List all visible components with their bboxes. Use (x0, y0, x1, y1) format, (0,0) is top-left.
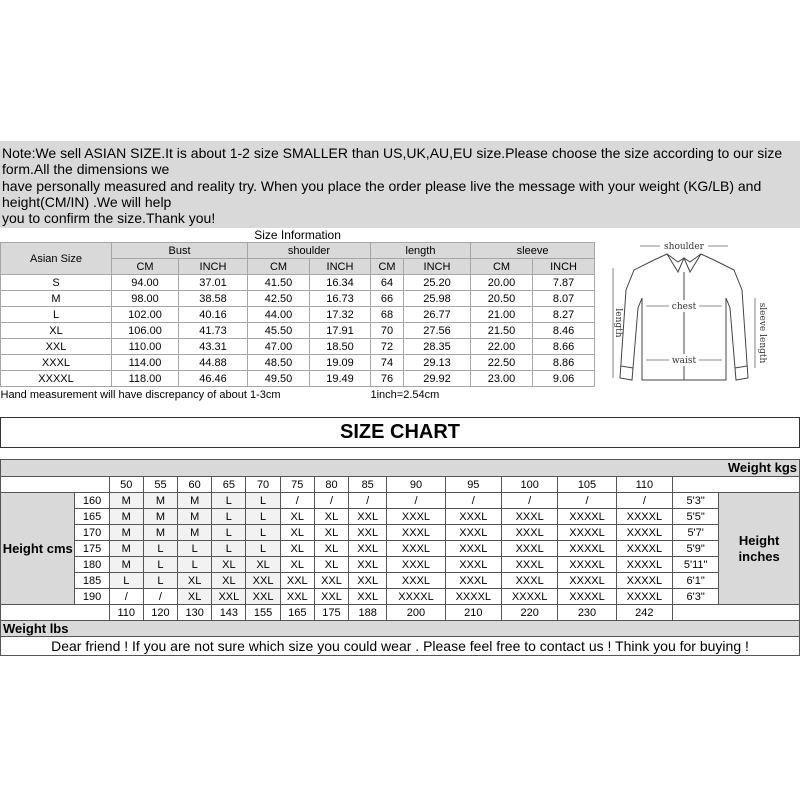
weight-kg-value: 60 (178, 477, 212, 493)
recommended-size: XXL (349, 589, 387, 605)
recommended-size: XL (178, 589, 212, 605)
recommended-size: L (246, 493, 280, 509)
recommended-size: M (143, 493, 177, 509)
size-information-rows (1, 275, 595, 387)
measurement-value: 23.00 (471, 371, 533, 387)
recommended-size: XXXXL (445, 589, 501, 605)
blank-cell (673, 477, 800, 493)
chest-label: chest (671, 302, 697, 312)
recommended-size: / (501, 493, 557, 509)
measurement-value: 41.50 (248, 275, 310, 291)
size-label: XXXXL (1, 371, 112, 387)
height-cm-value: 180 (75, 557, 109, 573)
recommended-size: XXXXL (501, 589, 557, 605)
recommended-size: XXL (280, 589, 314, 605)
measurement-value: 106.00 (112, 323, 179, 339)
recommended-size: / (616, 493, 672, 509)
measurement-value: 43.31 (179, 339, 248, 355)
measurement-value: 20.00 (471, 275, 533, 291)
recommended-size: XXXL (501, 541, 557, 557)
measurement-value: 8.46 (533, 323, 595, 339)
height-inch-value: 6'3" (673, 589, 719, 605)
weight-kgs-label: Weight kgs (1, 460, 800, 477)
recommended-size: XXXXL (616, 509, 672, 525)
size-information-title: Size Information (1, 228, 595, 243)
weight-lbs-value: 200 (387, 605, 445, 621)
measurement-value: 7.87 (533, 275, 595, 291)
recommended-size: XXL (314, 589, 348, 605)
recommended-size: XXXXL (387, 589, 445, 605)
height-inches-label: Height inches (719, 493, 800, 605)
size-label: XXXL (1, 355, 112, 371)
recommended-size: XXL (349, 541, 387, 557)
recommended-size: / (558, 493, 616, 509)
recommended-size: XL (280, 525, 314, 541)
measurement-value: 9.06 (533, 371, 595, 387)
recommended-size: XXXL (445, 525, 501, 541)
recommended-size: L (143, 573, 177, 589)
weight-lbs-value: 130 (178, 605, 212, 621)
blank-cell (1, 477, 110, 493)
size-label: XL (1, 323, 112, 339)
weight-lbs-value: 165 (280, 605, 314, 621)
recommended-size: XXL (349, 573, 387, 589)
recommended-size: XXXXL (558, 557, 616, 573)
recommended-size: XXXL (445, 509, 501, 525)
recommended-size: M (109, 493, 143, 509)
recommended-size: L (143, 557, 177, 573)
weight-lbs-value: 242 (616, 605, 672, 621)
weight-kg-value: 55 (143, 477, 177, 493)
size-row (1, 323, 595, 339)
recommended-size: XXXXL (558, 589, 616, 605)
measurement-value: 8.07 (533, 291, 595, 307)
weight-kg-value: 90 (387, 477, 445, 493)
unit-header: CM (371, 259, 404, 275)
recommended-size: / (387, 493, 445, 509)
measurement-value: 110.00 (112, 339, 179, 355)
measurement-value: 18.50 (310, 339, 371, 355)
height-inch-value: 5'5" (673, 509, 719, 525)
measurement-value: 37.01 (179, 275, 248, 291)
measurement-value: 45.50 (248, 323, 310, 339)
length-label: length (613, 308, 623, 338)
recommended-size: L (109, 573, 143, 589)
measurement-value: 66 (371, 291, 404, 307)
recommended-size: XXXXL (558, 541, 616, 557)
recommended-size: / (349, 493, 387, 509)
shoulder-header: shoulder (248, 243, 371, 259)
measurement-value: 26.77 (404, 307, 471, 323)
measurement-value: 49.50 (248, 371, 310, 387)
measurement-value: 102.00 (112, 307, 179, 323)
height-row (1, 557, 800, 573)
bust-header: Bust (112, 243, 248, 259)
weight-kg-value: 75 (280, 477, 314, 493)
weight-kg-value: 100 (501, 477, 557, 493)
unit-header: CM (471, 259, 533, 275)
unit-header: INCH (179, 259, 248, 275)
recommended-size: XL (212, 557, 246, 573)
recommended-size: XXXL (445, 557, 501, 573)
recommended-size: / (445, 493, 501, 509)
weight-lbs-row (1, 605, 800, 621)
note-line-3: you to confirm the size.Thank you! (2, 210, 216, 227)
recommended-size: M (109, 509, 143, 525)
height-row (1, 589, 800, 605)
measurement-value: 94.00 (112, 275, 179, 291)
recommended-size: M (143, 509, 177, 525)
weight-lbs-value: 120 (143, 605, 177, 621)
measurement-value: 17.32 (310, 307, 371, 323)
size-row (1, 307, 595, 323)
measurement-value: 19.09 (310, 355, 371, 371)
measurement-value: 20.50 (471, 291, 533, 307)
sleeve-header: sleeve (471, 243, 595, 259)
measurement-value: 44.00 (248, 307, 310, 323)
measurement-value: 22.00 (471, 339, 533, 355)
recommended-size: / (109, 589, 143, 605)
recommended-size: L (212, 493, 246, 509)
measurement-value: 25.98 (404, 291, 471, 307)
measurement-value: 28.35 (404, 339, 471, 355)
recommended-size: XL (314, 557, 348, 573)
recommended-size: L (178, 541, 212, 557)
recommended-size: XXXL (445, 541, 501, 557)
size-row (1, 339, 595, 355)
recommended-size: XL (246, 557, 280, 573)
measurement-value: 19.49 (310, 371, 371, 387)
recommended-size: L (212, 525, 246, 541)
recommended-size: M (178, 525, 212, 541)
measurement-value: 29.13 (404, 355, 471, 371)
recommended-size: L (178, 557, 212, 573)
height-row (1, 573, 800, 589)
measurement-value: 16.73 (310, 291, 371, 307)
measurement-value: 38.58 (179, 291, 248, 307)
recommended-size: XXXXL (616, 525, 672, 541)
recommended-size: L (143, 541, 177, 557)
recommended-size: M (143, 525, 177, 541)
height-cm-value: 185 (75, 573, 109, 589)
weight-kg-value: 70 (246, 477, 280, 493)
recommended-size: XXXL (387, 557, 445, 573)
length-header: length (371, 243, 471, 259)
measurement-value: 47.00 (248, 339, 310, 355)
size-note (0, 141, 800, 228)
blank-cell (1, 605, 110, 621)
note-line-1: Note:We sell ASIAN SIZE.It is about 1-2 size SMALLER than US,UK,AU,EU size.Please choose the size according to our size form.All the dimensions we (2, 145, 783, 178)
recommended-size: XL (314, 541, 348, 557)
measurement-value: 48.50 (248, 355, 310, 371)
recommended-size: XXXL (387, 509, 445, 525)
measurement-value: 46.46 (179, 371, 248, 387)
unit-header: CM (248, 259, 310, 275)
measurement-value: 40.16 (179, 307, 248, 323)
height-inch-value: 5'3" (673, 493, 719, 509)
recommended-size: XL (314, 525, 348, 541)
measurement-value: 64 (371, 275, 404, 291)
recommended-size: XXXXL (558, 525, 616, 541)
weight-lbs-value: 188 (349, 605, 387, 621)
weight-lbs-value: 110 (109, 605, 143, 621)
height-row (1, 509, 800, 525)
height-cm-value: 190 (75, 589, 109, 605)
recommended-size: / (280, 493, 314, 509)
recommended-size: L (212, 541, 246, 557)
measurement-value: 22.50 (471, 355, 533, 371)
height-row (1, 493, 800, 509)
weight-lbs-label: Weight lbs (1, 621, 800, 637)
recommended-size: XXXL (387, 573, 445, 589)
recommended-size: XXXXL (616, 557, 672, 573)
weight-kg-value: 105 (558, 477, 616, 493)
sleeve-length-label: sleeve length (757, 302, 767, 364)
measurement-value: 16.34 (310, 275, 371, 291)
recommended-size: L (246, 541, 280, 557)
unit-header: CM (112, 259, 179, 275)
unit-header: INCH (533, 259, 595, 275)
recommended-size: M (109, 525, 143, 541)
height-inch-value: 6'1" (673, 573, 719, 589)
recommended-size: M (109, 541, 143, 557)
recommended-size: XXXXL (616, 589, 672, 605)
waist-label: waist (671, 356, 697, 366)
asian-size-header: Asian Size (1, 243, 112, 275)
recommended-size: XXXL (501, 525, 557, 541)
size-label: L (1, 307, 112, 323)
recommended-size: XXXL (501, 509, 557, 525)
size-row (1, 275, 595, 291)
unit-header: INCH (310, 259, 371, 275)
weight-kg-value: 80 (314, 477, 348, 493)
recommended-size: L (246, 525, 280, 541)
recommended-size: XL (178, 573, 212, 589)
size-chart-rows (1, 493, 800, 605)
recommended-size: XXXL (387, 541, 445, 557)
weight-lbs-value: 230 (558, 605, 616, 621)
recommended-size: XXXXL (558, 509, 616, 525)
size-label: M (1, 291, 112, 307)
size-information-table (0, 228, 595, 402)
recommended-size: XXL (246, 573, 280, 589)
measurement-value: 8.86 (533, 355, 595, 371)
recommended-size: M (178, 493, 212, 509)
recommended-size: XXL (349, 509, 387, 525)
weight-lbs-value: 210 (445, 605, 501, 621)
height-cm-value: 160 (75, 493, 109, 509)
recommended-size: XL (314, 509, 348, 525)
inch-conversion-footnote: 1inch=2.54cm (370, 388, 440, 401)
recommended-size: XXXXL (616, 541, 672, 557)
recommended-size: XXXXL (616, 573, 672, 589)
weight-kg-value: 95 (445, 477, 501, 493)
weight-lbs-value: 220 (501, 605, 557, 621)
measurement-value: 21.50 (471, 323, 533, 339)
measurement-value: 29.92 (404, 371, 471, 387)
height-inch-value: 5'7' (673, 525, 719, 541)
weight-lbs-value: 175 (314, 605, 348, 621)
unit-header: INCH (404, 259, 471, 275)
size-chart-title: SIZE CHART (0, 417, 800, 448)
recommended-size: XXL (280, 573, 314, 589)
size-row (1, 355, 595, 371)
height-inch-value: 5'9" (673, 541, 719, 557)
size-row (1, 291, 595, 307)
measurement-value: 8.66 (533, 339, 595, 355)
measurement-value: 17.91 (310, 323, 371, 339)
recommended-size: / (143, 589, 177, 605)
height-cm-value: 170 (75, 525, 109, 541)
weight-kg-header-row (1, 477, 800, 493)
recommended-size: XXXL (501, 573, 557, 589)
measurement-value: 74 (371, 355, 404, 371)
height-row (1, 541, 800, 557)
measurement-value: 41.73 (179, 323, 248, 339)
measurement-value: 70 (371, 323, 404, 339)
recommended-size: XXL (349, 557, 387, 573)
weight-kg-value: 65 (212, 477, 246, 493)
recommended-size: M (178, 509, 212, 525)
size-label: S (1, 275, 112, 291)
recommended-size: XXXL (445, 573, 501, 589)
measurement-value: 8.27 (533, 307, 595, 323)
measurement-value: 98.00 (112, 291, 179, 307)
recommended-size: XL (280, 557, 314, 573)
weight-lbs-value: 143 (212, 605, 246, 621)
recommended-size: / (314, 493, 348, 509)
recommended-size: XXL (212, 589, 246, 605)
weight-kg-value: 50 (109, 477, 143, 493)
measurement-value: 25.20 (404, 275, 471, 291)
measurement-value: 44.88 (179, 355, 248, 371)
recommended-size: XXL (246, 589, 280, 605)
recommended-size: XXL (314, 573, 348, 589)
weight-lbs-value: 155 (246, 605, 280, 621)
measurement-value: 68 (371, 307, 404, 323)
height-cm-value: 175 (75, 541, 109, 557)
measurement-value: 42.50 (248, 291, 310, 307)
recommended-size: L (246, 509, 280, 525)
recommended-size: M (109, 557, 143, 573)
recommended-size: XXL (349, 525, 387, 541)
size-label: XXL (1, 339, 112, 355)
height-row (1, 525, 800, 541)
measurement-value: 114.00 (112, 355, 179, 371)
height-cm-value: 165 (75, 509, 109, 525)
weight-kg-value: 85 (349, 477, 387, 493)
measurement-value: 118.00 (112, 371, 179, 387)
measurement-value: 76 (371, 371, 404, 387)
recommended-size: XXXL (387, 525, 445, 541)
note-line-2: have personally measured and reality try. When you place the order please live the message with your weight (KG/LB) and height(CM/IN) .We will help (2, 177, 762, 210)
blank-cell (673, 605, 800, 621)
size-row (1, 371, 595, 387)
measurement-value: 72 (371, 339, 404, 355)
shirt-measurement-diagram (594, 228, 800, 404)
measurement-footnote: Hand measurement will have discrepancy of about 1-3cm (0, 388, 281, 401)
shoulder-label: shoulder (664, 242, 704, 252)
recommended-size: XXXL (501, 557, 557, 573)
contact-footer-note: Dear friend ! If you are not sure which size you could wear . Please feel free to contact us ! Think you for buying ! (1, 637, 800, 656)
weight-kg-value: 110 (616, 477, 672, 493)
recommended-size: XL (280, 509, 314, 525)
recommended-size: L (212, 509, 246, 525)
height-cms-label: Height cms (1, 493, 75, 605)
height-inch-value: 5'11" (673, 557, 719, 573)
measurement-value: 27.56 (404, 323, 471, 339)
recommended-size: XXXXL (558, 573, 616, 589)
size-chart-table (0, 459, 800, 656)
recommended-size: XL (280, 541, 314, 557)
measurement-value: 21.00 (471, 307, 533, 323)
recommended-size: XL (212, 573, 246, 589)
